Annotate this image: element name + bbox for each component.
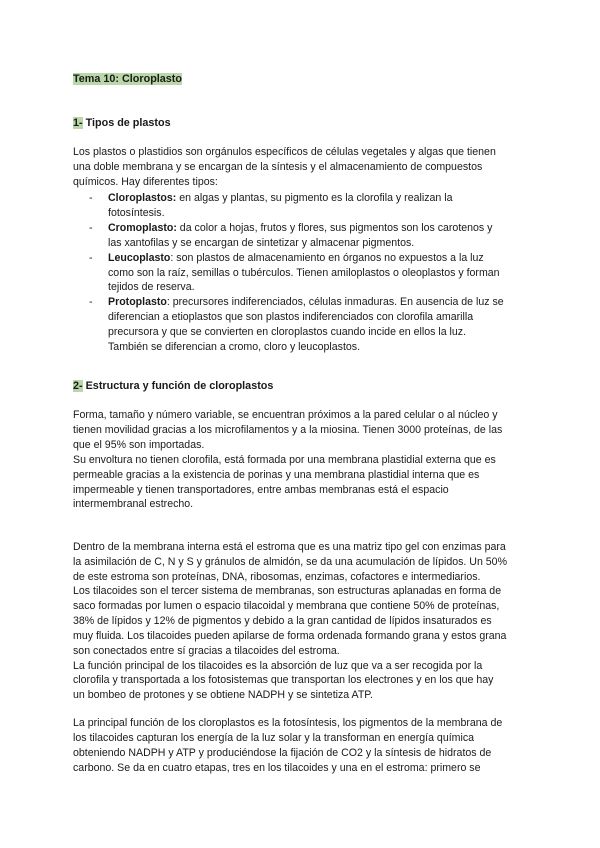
section-2-paragraph-3 — [73, 584, 523, 703]
section-2-paragraph-2 — [73, 540, 523, 585]
text-line: saco formadas por lumen o espacio tilacoidal y membrana que contiene 50% de proteínas, — [73, 599, 500, 612]
bullet-dash: - — [89, 221, 93, 234]
text-line: son conectados entre sí gracias a tilacoides del estroma. — [73, 644, 340, 657]
text-line: La función principal de los tilacoides es la absorción de luz que va a ser recogida por la — [73, 659, 483, 672]
text-line: intermembranal estrecho. — [73, 498, 194, 511]
text-line: una doble membrana y se encargan de la síntesis y el almacenamiento de compuestos — [73, 160, 483, 173]
text-line: muy fluida. Los tilacoides pueden apilarse de forma ordenada formando grana y estos grana — [73, 629, 507, 642]
list-item-cromoplasto — [73, 221, 523, 251]
text-line: la asimilación de C, N y S y gránulos de almidón, se da una acumulación de lípidos. Un 50% — [73, 555, 507, 568]
text-line: como son la raíz, semillas o tubérculos. Tienen amiloplastos o oleoplastos y forman — [108, 266, 500, 279]
text-line: 38% de lípidos y 12% de pigmentos y debido a la gran cantidad de lípidos insaturados es — [73, 614, 492, 627]
text-line: Su envoltura no tienen clorofila, está formada por una membrana plastidial externa que es — [73, 453, 496, 466]
list-item-term: Cloroplastos: — [108, 192, 177, 204]
plastid-types-list — [73, 191, 523, 355]
text-line: permeable gracias a la existencia de porinas y una membrana plastidial interna que es — [73, 468, 480, 481]
section-1-intro — [73, 145, 523, 190]
text-line: da color a hojas, frutos y flores, sus pigmentos son los carotenos y — [176, 221, 493, 234]
bullet-dash: - — [89, 192, 93, 204]
text-line: las xantofilas y se encargan de sintetizar y almacenar pigmentos. — [108, 236, 415, 249]
text-line: Los plastos o plastidios son orgánulos específicos de células vegetales y algas que tienen — [73, 146, 496, 158]
text-line: impermeable y tienen transportadores, entre ambas membranas está el espacio — [73, 483, 449, 496]
list-item-term: Leucoplasto — [108, 251, 171, 264]
text-line: de este estroma son proteínas, DNA, ribosomas, enzimas, cofactores e intermediarios. — [73, 570, 481, 583]
text-line: También se diferencian a cromo, cloro y leucoplastos. — [108, 341, 361, 354]
text-line: obteniendo NADPH y ATP y produciéndose la fijación de CO2 y la síntesis de hidratos de — [73, 746, 492, 759]
section-1-title: Tipos de plastos — [82, 117, 171, 129]
text-line: La principal función de los cloroplastos es la fotosíntesis, los pigmentos de la membrana de — [73, 717, 503, 729]
text-line: Los tilacoides son el tercer sistema de membranas, son estructuras aplanadas en forma de — [73, 585, 502, 597]
section-1-heading — [73, 116, 171, 131]
section-2-paragraph-1 — [73, 408, 523, 512]
text-line: clorofila y transportada a los fotosistemas que transportan los electrones y en los que hay — [73, 674, 494, 687]
text-line: : son plastos de almacenamiento en órganos no expuestos a la luz — [170, 251, 484, 264]
list-item-protoplasto — [73, 295, 523, 355]
text-line: un bombeo de protones y se obtiene NADPH y se sintetiza ATP. — [73, 689, 373, 702]
list-item-cloroplastos — [73, 191, 523, 221]
section-2-number: 2- — [73, 380, 83, 392]
section-2-title: Estructura y función de cloroplastos — [82, 380, 274, 392]
section-1-number: 1- — [73, 117, 83, 129]
bullet-dash: - — [89, 296, 93, 309]
text-line: diferencian a etioplastos que son plastos indiferenciados con clorofila amarilla — [108, 311, 474, 324]
text-line: que el 95% son importadas. — [73, 438, 205, 451]
text-line: tienen movilidad gracias a los microfilamentos y a la miosina. Tienen 3000 proteínas, de las — [73, 423, 503, 436]
list-item-term: Cromoplasto: — [108, 221, 177, 234]
text-line: en algas y plantas, su pigmento es la clorofila y realizan la — [176, 192, 453, 204]
section-2-paragraph-4 — [73, 716, 523, 776]
text-line: Dentro de la membrana interna está el estroma que es una matriz tipo gel con enzimas para — [73, 541, 506, 553]
list-item-leucoplasto — [73, 251, 523, 296]
bullet-dash: - — [89, 251, 93, 264]
text-line: químicos. Hay diferentes tipos: — [73, 175, 218, 188]
text-line: : precursores indiferenciados, células inmaduras. En ausencia de luz se — [166, 296, 504, 309]
text-line: fotosíntesis. — [108, 206, 165, 219]
page-title-text: Tema 10: Cloroplasto — [73, 73, 182, 85]
section-2-heading — [73, 379, 273, 394]
text-line: tejidos de reserva. — [108, 281, 195, 294]
page-title — [73, 72, 182, 87]
text-line: Forma, tamaño y número variable, se encuentran próximos a la pared celular o al núcleo y — [73, 409, 498, 421]
text-line: los tilacoides capturan los energía de la luz solar y la transforman en energía química — [73, 731, 475, 744]
text-line: precursora y que se convierten en cloroplastos cuando incide en ellos la luz. — [108, 326, 467, 339]
text-line: carbono. Se da en cuatro etapas, tres en los tilacoides y una en el estroma: primero se — [73, 761, 481, 774]
list-item-term: Protoplasto — [108, 296, 167, 309]
